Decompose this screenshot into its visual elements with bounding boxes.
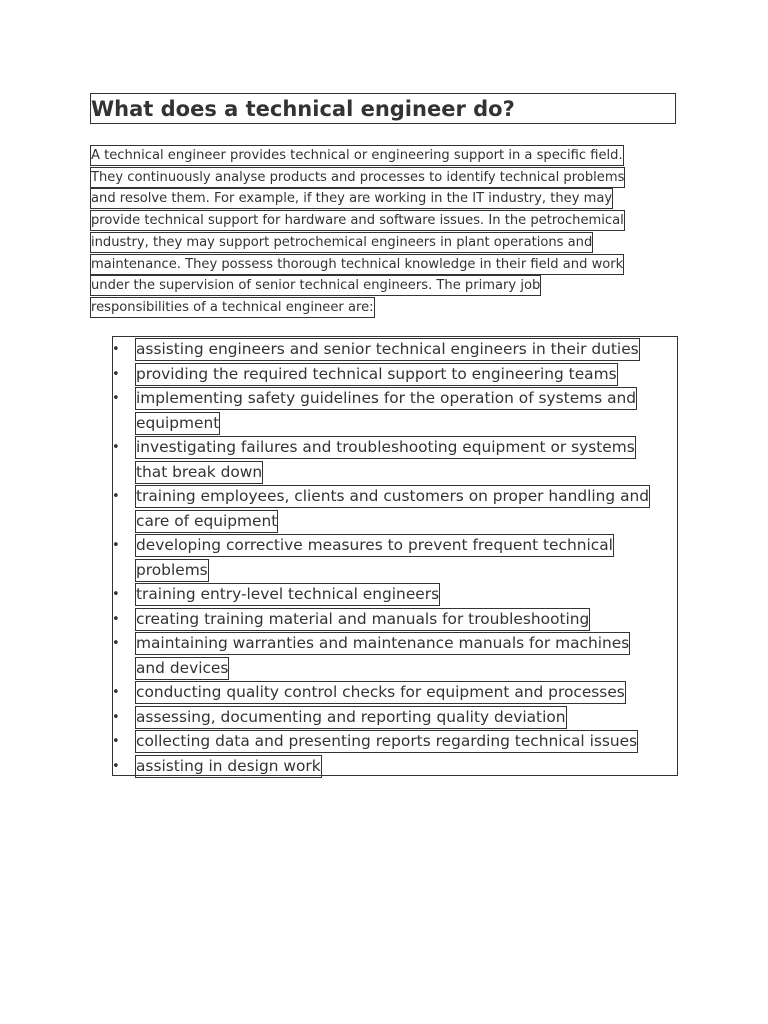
list-item	[113, 436, 677, 484]
intro-line: industry, they may support petrochemical engineers in plant operations and	[90, 232, 593, 253]
list-item-text: implementing safety guidelines for the operation of systems and	[135, 387, 637, 410]
list-item-text: providing the required technical support to engineering teams	[135, 363, 618, 386]
list-item-text: assessing, documenting and reporting quality deviation	[135, 706, 567, 729]
list-item-text: investigating failures and troubleshooting equipment or systems	[135, 436, 636, 459]
list-item	[113, 681, 677, 704]
responsibilities-list	[113, 338, 677, 779]
list-item	[113, 534, 677, 582]
bullet-icon: •	[112, 685, 120, 700]
list-item-text: collecting data and presenting reports regarding technical issues	[135, 730, 638, 753]
page-title: What does a technical engineer do?	[90, 93, 676, 124]
list-item	[113, 730, 677, 753]
list-item-text: assisting engineers and senior technical engineers in their duties	[135, 338, 640, 361]
bullet-icon: •	[112, 611, 120, 627]
list-item	[113, 706, 677, 729]
list-item-text: problems	[135, 559, 209, 582]
list-item	[113, 387, 677, 435]
responsibilities-list-box	[112, 336, 678, 776]
list-item	[113, 363, 677, 386]
list-item-text: that break down	[135, 461, 263, 484]
intro-line: responsibilities of a technical engineer are:	[90, 297, 375, 318]
bullet-icon: •	[112, 587, 120, 602]
bullet-icon: •	[112, 734, 120, 749]
list-item-text: care of equipment	[135, 510, 278, 533]
bullet-icon: •	[112, 709, 120, 725]
bullet-icon: •	[112, 440, 120, 455]
intro-line: and resolve them. For example, if they are working in the IT industry, they may	[90, 188, 613, 209]
list-item-text: training employees, clients and customers on proper handling and	[135, 485, 650, 508]
list-item	[113, 608, 677, 631]
bullet-icon: •	[112, 538, 120, 553]
intro-line: maintenance. They possess thorough technical knowledge in their field and work	[90, 254, 624, 275]
list-item-text: assisting in design work	[135, 755, 322, 778]
list-item-text: equipment	[135, 412, 220, 435]
bullet-icon: •	[112, 489, 120, 504]
list-item-text: developing corrective measures to prevent frequent technical	[135, 534, 614, 557]
list-item	[113, 485, 677, 533]
list-item-text: conducting quality control checks for equipment and processes	[135, 681, 626, 704]
bullet-icon: •	[112, 391, 120, 406]
intro-line: A technical engineer provides technical or engineering support in a specific field.	[90, 145, 624, 166]
list-item	[113, 583, 677, 606]
list-item-text: maintaining warranties and maintenance manuals for machines	[135, 632, 630, 655]
list-item	[113, 338, 677, 361]
list-item	[113, 755, 677, 778]
list-item-text: training entry-level technical engineers	[135, 583, 440, 606]
bullet-icon: •	[112, 342, 120, 357]
intro-line: They continuously analyse products and processes to identify technical problems	[90, 167, 625, 188]
intro-paragraph	[90, 145, 676, 319]
list-item-text: creating training material and manuals for troubleshooting	[135, 608, 590, 631]
list-item-text: and devices	[135, 657, 229, 680]
intro-line: provide technical support for hardware and software issues. In the petrochemical	[90, 210, 625, 231]
intro-line: under the supervision of senior technical engineers. The primary job	[90, 275, 541, 296]
bullet-icon: •	[112, 636, 120, 651]
bullet-icon: •	[112, 758, 120, 774]
list-item	[113, 632, 677, 680]
bullet-icon: •	[112, 366, 120, 382]
